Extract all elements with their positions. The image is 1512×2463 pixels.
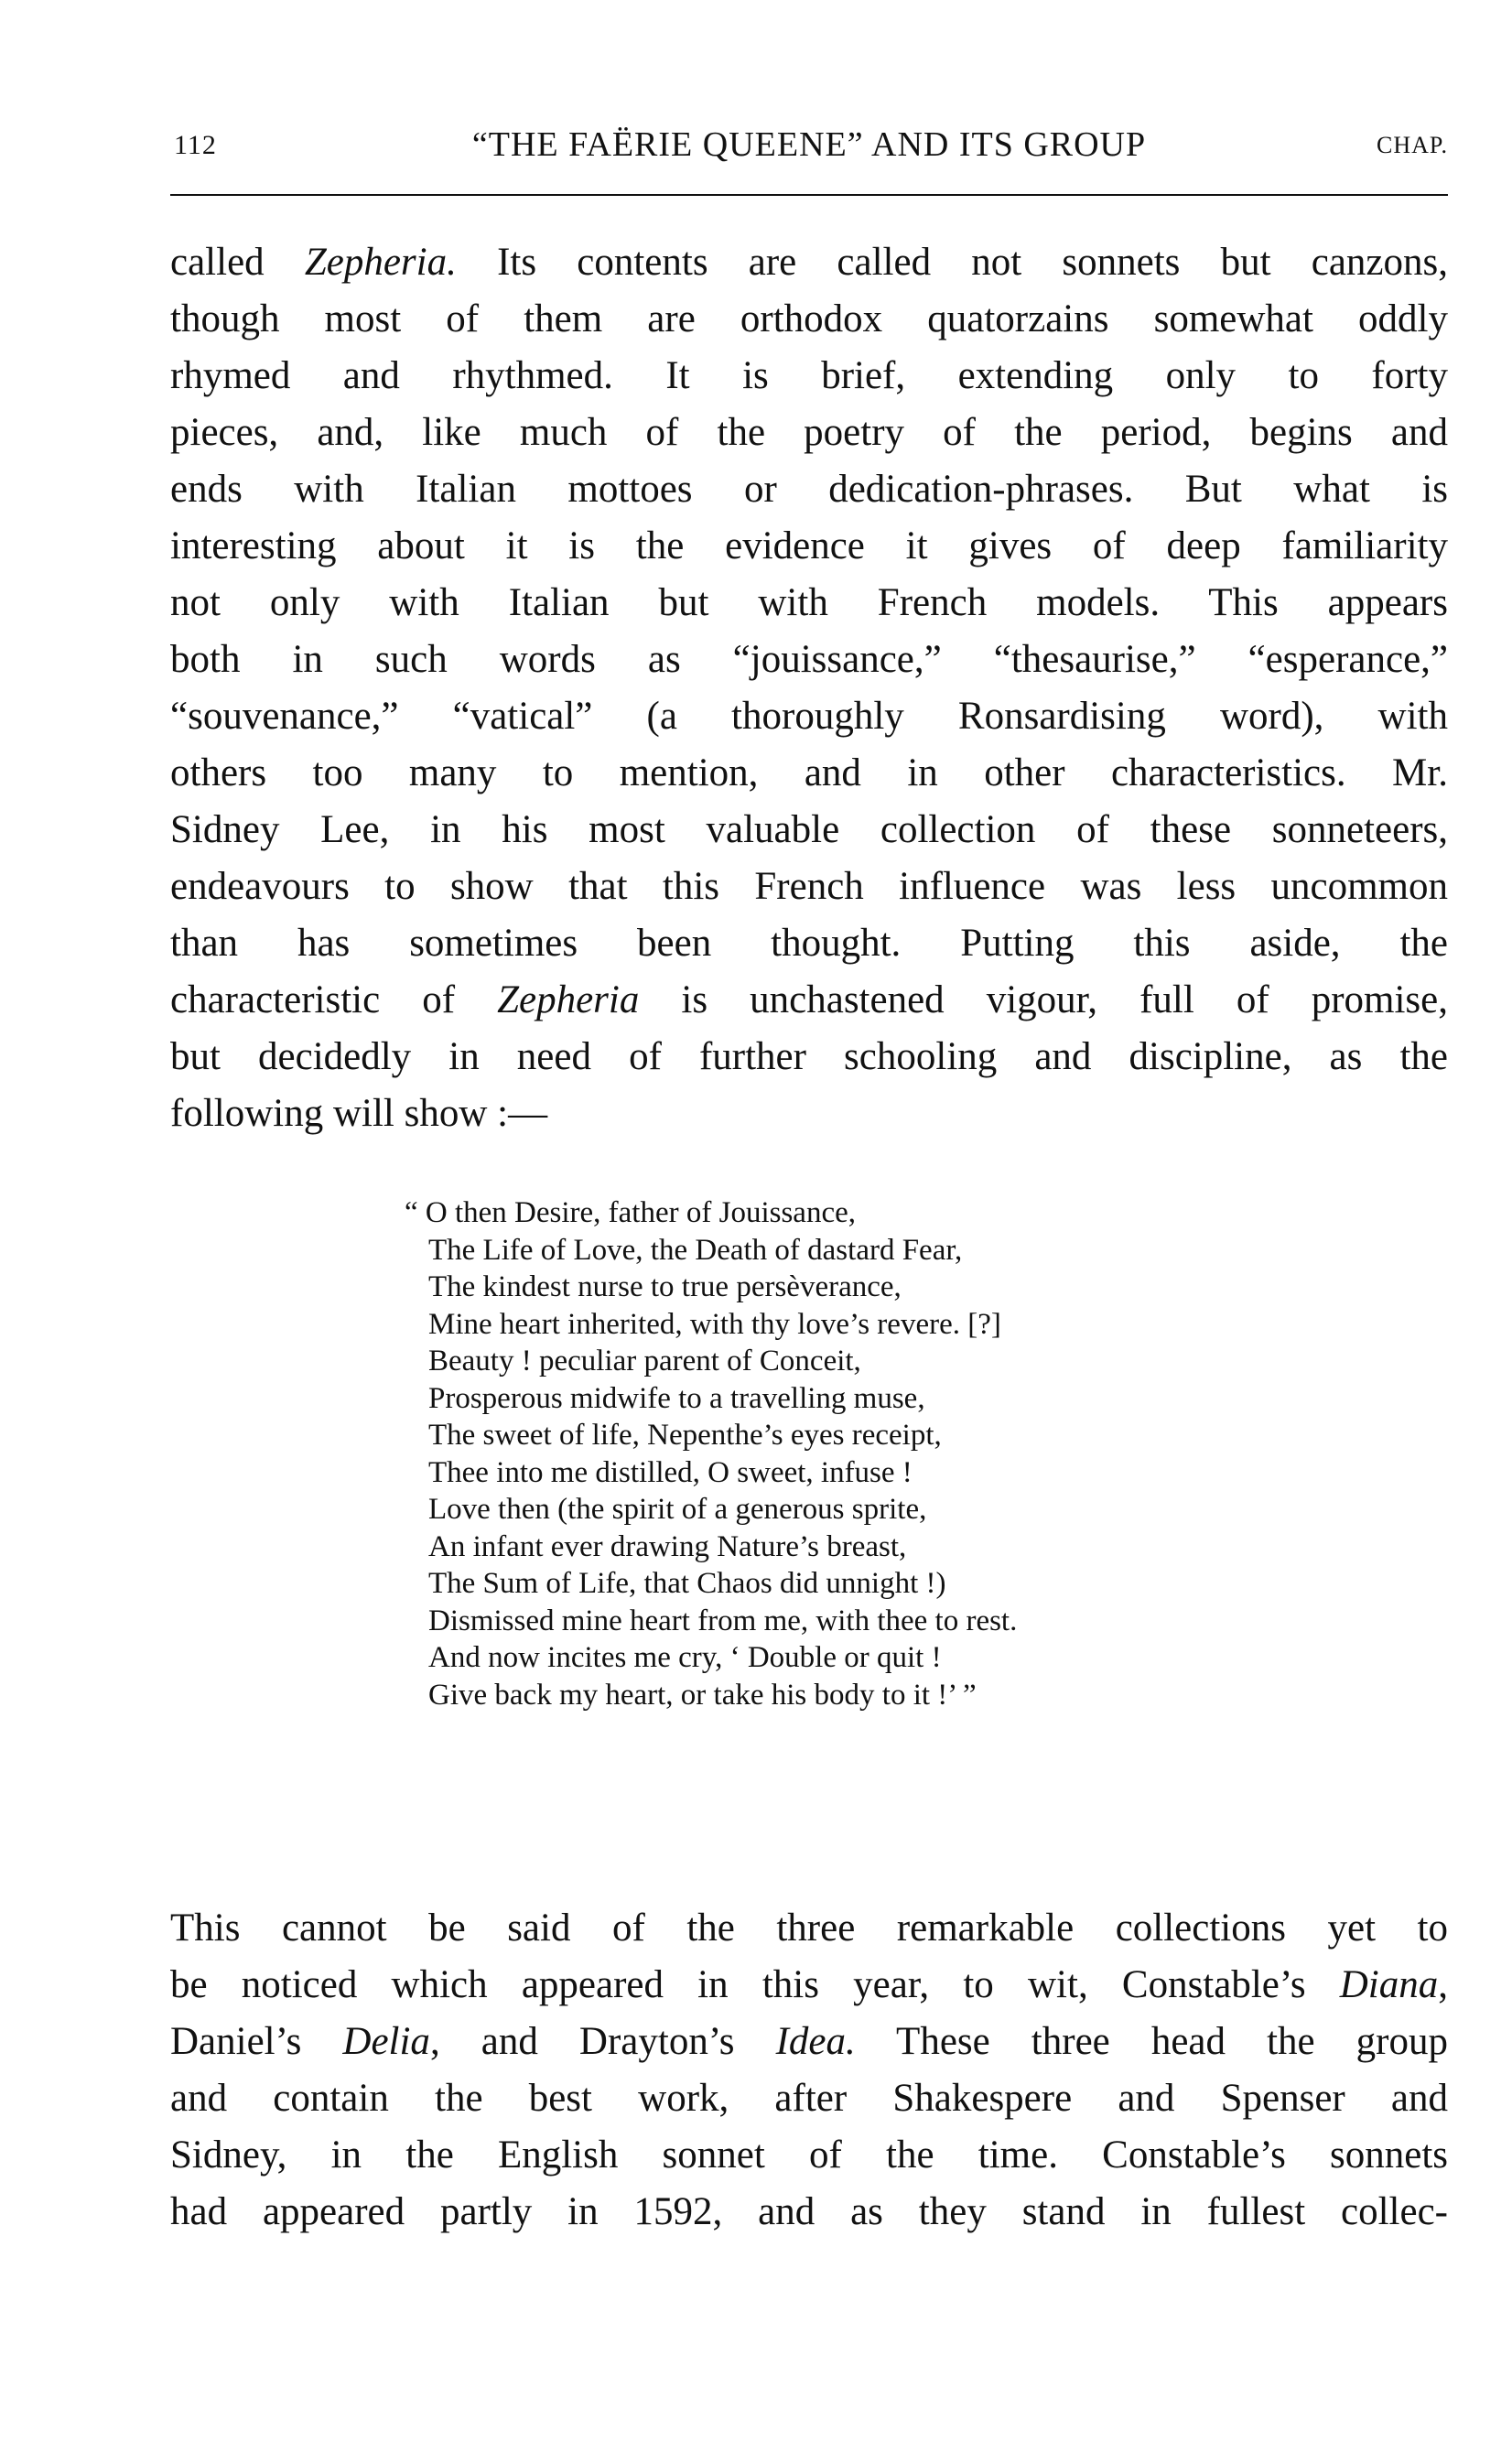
poem-line: Give back my heart, or take his body to it !’ ” xyxy=(428,1678,977,1712)
text-line: endeavours to show that this French influence was less uncommon xyxy=(170,865,1448,908)
poem-line: Beauty ! peculiar parent of Conceit, xyxy=(428,1345,861,1377)
running-title: “THE FAËRIE QUEENE” AND ITS GROUP xyxy=(471,125,1147,164)
quoted-poem xyxy=(394,1194,1236,1713)
poem-line: Love then (the spirit of a generous sprite, xyxy=(428,1493,927,1526)
poem-line: Thee into me distilled, O sweet, infuse ! xyxy=(428,1455,913,1489)
text-line: called Zepheria. Its contents are called not sonnets but canzons, xyxy=(170,241,1448,284)
text-line: following will show :— xyxy=(170,1092,548,1135)
paragraph-1 xyxy=(170,234,1448,1142)
poem-line: Prosperous midwife to a travelling muse, xyxy=(428,1381,925,1415)
header-rule xyxy=(170,194,1448,196)
text-line: characteristic of Zepheria is unchastened vigour, full of promise, xyxy=(170,978,1448,1021)
text-line: Daniel’s Delia, and Drayton’s Idea. These three head the group xyxy=(170,2020,1448,2063)
text-line: “souvenance,” “vatical” (a thoroughly Ronsardising word), with xyxy=(170,695,1448,738)
text-line: This cannot be said of the three remarkable collections yet to xyxy=(170,1907,1448,1950)
paragraph-2 xyxy=(170,1900,1448,2241)
text-line: ends with Italian mottoes or dedication-phrases. But what is xyxy=(170,468,1448,511)
poem-line: Dismissed mine heart from me, with thee to rest. xyxy=(428,1604,1018,1637)
poem-line: The Sum of Life, that Chaos did unnight !) xyxy=(428,1567,946,1600)
text-line: but decidedly in need of further schooling and discipline, as the xyxy=(170,1035,1448,1078)
text-line: rhymed and rhythmed. It is brief, extending only to forty xyxy=(170,354,1448,397)
poem-line: The sweet of life, Nepenthe’s eyes receipt, xyxy=(428,1419,942,1452)
text-line: others too many to mention, and in other characteristics. Mr. xyxy=(170,751,1448,794)
poem-line: Mine heart inherited, with thy love’s revere. [?] xyxy=(428,1307,1001,1341)
text-line: Sidney, in the English sonnet of the time. Constable’s sonnets xyxy=(170,2134,1448,2177)
chapter-label: CHAP. xyxy=(1377,132,1448,158)
page-number: 112 xyxy=(174,130,217,160)
text-line: had appeared partly in 1592, and as they stand in fullest collec- xyxy=(170,2190,1448,2233)
text-line: Sidney Lee, in his most valuable collection of these sonneteers, xyxy=(170,808,1448,851)
text-line: though most of them are orthodox quatorzains somewhat oddly xyxy=(170,297,1448,340)
poem-line: The Life of Love, the Death of dastard Fear, xyxy=(428,1233,963,1267)
text-line: both in such words as “jouissance,” “thesaurise,” “esperance,” xyxy=(170,638,1448,681)
text-line: and contain the best work, after Shakespere and Spenser and xyxy=(170,2077,1448,2120)
text-line: be noticed which appeared in this year, to wit, Constable’s Diana, xyxy=(170,1963,1448,2006)
text-line: than has sometimes been thought. Putting this aside, the xyxy=(170,922,1448,965)
text-line: interesting about it is the evidence it gives of deep familiarity xyxy=(170,524,1448,567)
poem-line: The kindest nurse to true persèverance, xyxy=(428,1270,902,1303)
poem-line: “ O then Desire, father of Jouissance, xyxy=(405,1196,856,1229)
poem-line: An infant ever drawing Nature’s breast, xyxy=(428,1529,907,1563)
text-line: pieces, and, like much of the poetry of the period, begins and xyxy=(170,411,1448,454)
poem-line: And now incites me cry, ‘ Double or quit ! xyxy=(428,1641,942,1674)
text-line: not only with Italian but with French models. This appears xyxy=(170,581,1448,624)
running-header xyxy=(170,124,1448,179)
